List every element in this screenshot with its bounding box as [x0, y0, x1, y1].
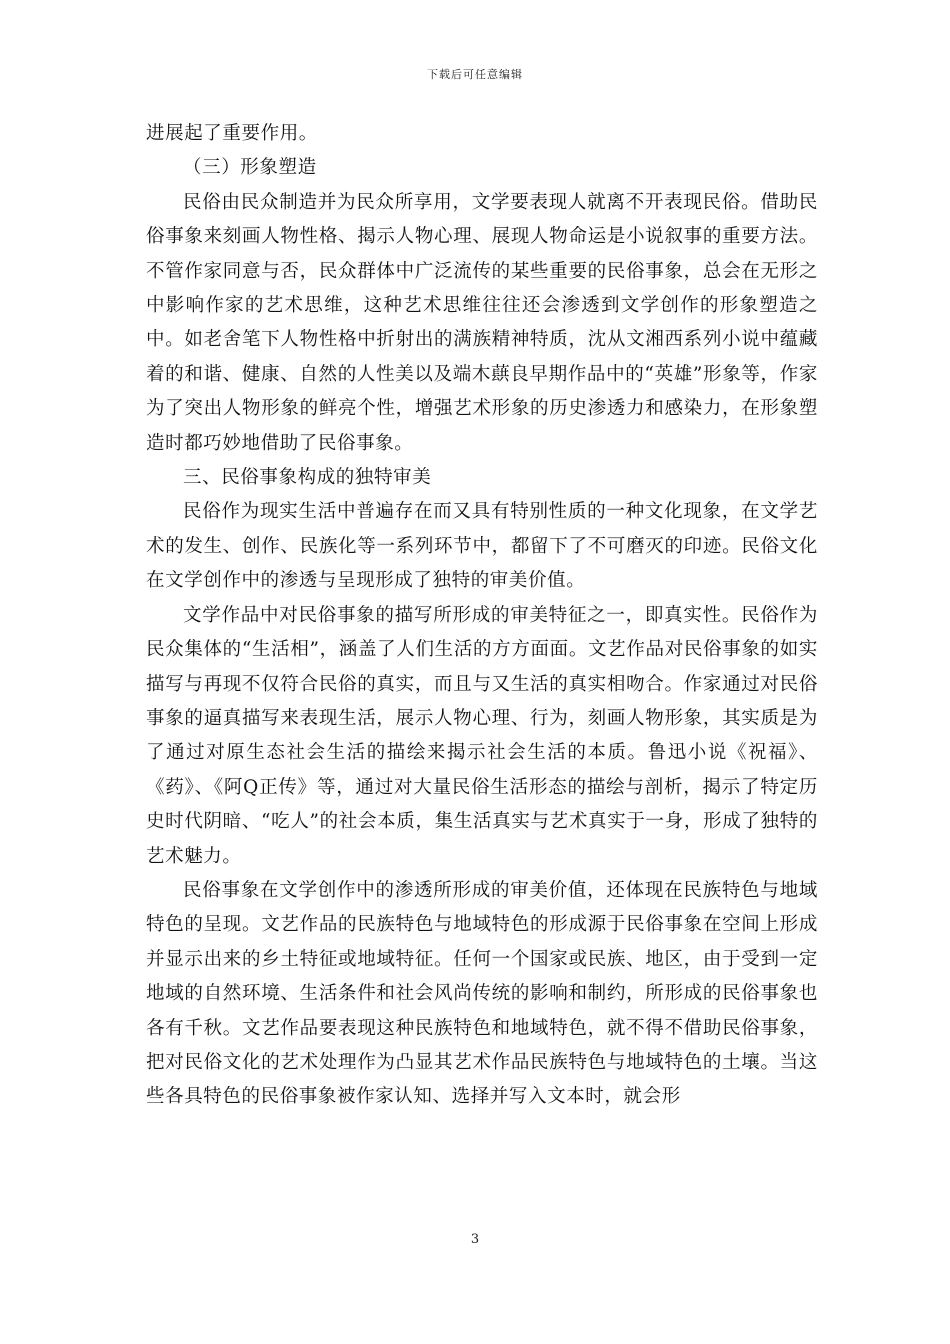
paragraph: 文学作品中对民俗事象的描写所形成的审美特征之一，即真实性。民俗作为民众集体的“生活相”，涵盖了人们生活的方方面面。文艺作品对民俗事象的如实描写与再现不仅符合民俗的真实，而且与又生活的真实相吻合。作家通过对民俗事象的逼真描写来表现生活，展示人物心理、行为，刻画人物形象，其实质是为了通过对原生态社会生活的描绘来揭示社会生活的本质。鲁迅小说《祝福》、《药》、《阿Q正传》等，通过对大量民俗生活形态的描绘与剖析，揭示了特定历史时代阴暗、“吃人”的社会本质，集生活真实与艺术真实于一身，形成了独特的艺术魅力。 [146, 604, 818, 867]
section-heading: 三、民俗事象构成的独特审美 [183, 467, 432, 489]
paragraph: 民俗由民众制造并为民众所享用，文学要表现人就离不开表现民俗。借助民俗事象来刻画人物性格、揭示人物心理、展现人物命运是小说叙事的重要方法。不管作家同意与否，民众群体中广泛流传的某些重要的民俗事象，总会在无形之中影响作家的艺术思维，这种艺术思维往往还会渗透到文学创作的形象塑造之中。如老舍笔下人物性格中折射出的满族精神特质，沈从文湘西系列小说中蕴藏着的和谐、健康、自然的人性美以及端木蕻良早期作品中的“英雄”形象等，作家为了突出人物形象的鲜亮个性，增强艺术形象的历史渗透力和感染力，在形象塑造时都巧妙地借助了民俗事象。 [146, 191, 818, 454]
page-header: 下载后可任意编辑 [427, 68, 523, 81]
section-heading: （三）形象塑造 [183, 157, 317, 179]
paragraph: 民俗作为现实生活中普遍存在而又具有特别性质的一种文化现象，在文学艺术的发生、创作、民族化等一系列环节中，都留下了不可磨灭的印迹。民俗文化在文学创作中的渗透与呈现形成了独特的审美价值。 [146, 501, 818, 592]
paragraph: 民俗事象在文学创作中的渗透所形成的审美价值，还体现在民族特色与地域特色的呈现。文艺作品的民族特色与地域特色的形成源于民俗事象在空间上形成并显示出来的乡土特征或地域特征。任何一个国家或民族、地区，由于受到一定地域的自然环境、生活条件和社会风尚传统的影响和制约，所形成的民俗事象也各有千秋。文艺作品要表现这种民族特色和地域特色，就不得不借助民俗事象，把对民俗文化的艺术处理作为凸显其艺术作品民族特色与地域特色的土壤。当这些各具特色的民俗事象被作家认知、选择并写入文本时，就会形 [146, 879, 818, 1108]
body-text [146, 117, 818, 1115]
paragraph: 进展起了重要作用。 [146, 123, 318, 144]
page-number: 3 [470, 1232, 480, 1247]
